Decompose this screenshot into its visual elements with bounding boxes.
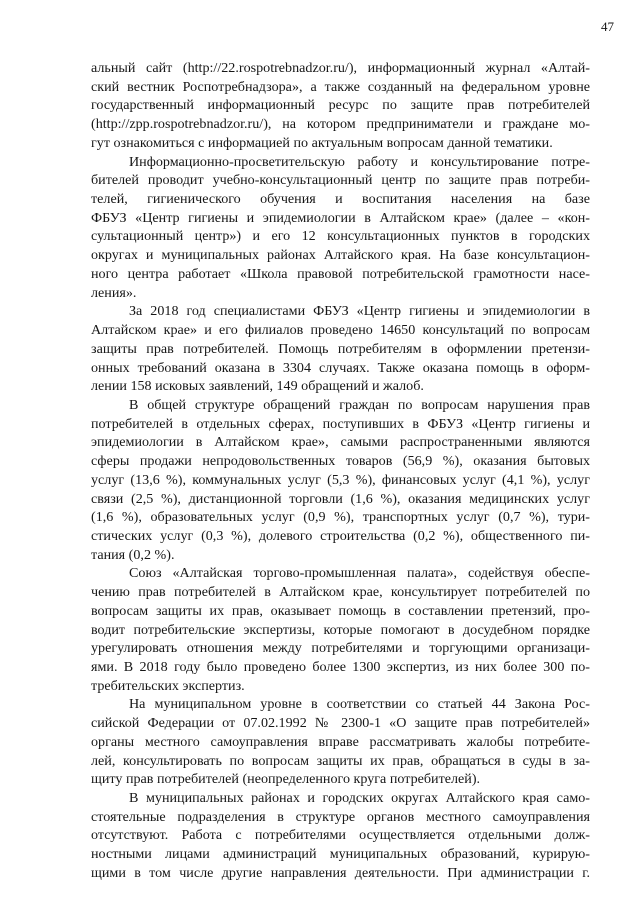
- text-line: ФБУЗ «Центр гигиены и эпидемиологии в Алтайском крае» (далее – «кон-: [91, 209, 590, 226]
- paragraph: [91, 302, 590, 396]
- text-line: требительских экспертиз.: [91, 677, 245, 694]
- text-line: В общей структуре обращений граждан по вопросам нарушения прав: [129, 396, 590, 413]
- text-line: ления».: [91, 284, 137, 301]
- text-line: стоятельные подразделения в структуре органов местного самоуправления: [91, 808, 590, 825]
- text-line: сферы продажи непродовольственных товаров (56,9 %), оказания бытовых: [91, 453, 590, 470]
- text-line: бителей проводит учебно-консультационный центр по защите прав потреби-: [91, 172, 590, 189]
- text-line: онных требований оказана в 3304 случаях. Также оказана помощь в оформ-: [91, 359, 590, 376]
- text-line: Алтайском крае» и его филиалов проведено 14650 консультаций по вопросам: [91, 322, 590, 339]
- text-line: За 2018 год специалистами ФБУЗ «Центр гигиены и эпидемиологии в: [129, 303, 590, 320]
- text-line: органы местного самоуправления вправе рассматривать жалобы потребите-: [91, 733, 590, 750]
- text-line: сийской Федерации от 07.02.1992 № 2300-1 «О защите прав потребителей»: [91, 715, 590, 732]
- paragraph: [91, 789, 590, 883]
- paragraph: [91, 153, 590, 303]
- text-line: На муниципальном уровне в соответствии со статьей 44 Закона Рос-: [129, 696, 590, 713]
- text-line: ский вестник Роспотребнадзора», а также созданный на федеральном уровне: [91, 78, 590, 95]
- text-line: В муниципальных районах и городских округах Алтайского края само-: [129, 790, 590, 807]
- text-line: (1,6 %), образовательных услуг (0,9 %), транспортных услуг (0,7 %), тури-: [91, 509, 590, 526]
- text-line: защиты прав потребителей. Помощь потребителям в оформлении претензи-: [91, 340, 590, 357]
- paragraph: [91, 59, 590, 153]
- text-line: ностными лицами администраций муниципальных образований, курирую-: [91, 846, 590, 863]
- text-line: щими в том числе другие направления деятельности. При администрации г.: [91, 864, 590, 881]
- text-line: эпидемиологии в Алтайском крае», самыми распространенными являются: [91, 434, 590, 451]
- text-line: ного центра работает «Школа правовой потребительской грамотности насе-: [91, 265, 590, 282]
- text-line: (http://zpp.rospotrebnadzor.ru/), на котором предприниматели и граждане мо-: [91, 116, 590, 133]
- body-text: [91, 59, 590, 883]
- page-number: 47: [601, 19, 614, 34]
- paragraph: [91, 396, 590, 564]
- text-line: альный сайт (http://22.rospotrebnadzor.ru/), информационный журнал «Алтай-: [91, 60, 590, 76]
- text-line: Информационно-просветительскую работу и консультирование потре-: [129, 153, 590, 170]
- text-line: сультационный центр») и его 12 консультационных пунктов в городских: [91, 228, 590, 245]
- text-line: водит потребительские экспертизы, которые помогают в досудебном порядке: [91, 621, 590, 638]
- text-line: потребителей в отдельных сферах, поступивших в ФБУЗ «Центр гигиены и: [91, 415, 590, 432]
- text-line: вопросам защиты их прав, оказывает помощь в составлении претензий, про-: [91, 602, 590, 619]
- text-line: стических услуг (0,3 %), долевого строительства (0,2 %), общественного пи-: [91, 527, 590, 544]
- text-line: тания (0,2 %).: [91, 546, 175, 563]
- paragraph: [91, 695, 590, 789]
- text-line: щиту прав потребителей (неопределенного круга потребителей).: [91, 771, 481, 788]
- text-line: государственный информационный ресурс по защите прав потребителей: [91, 97, 590, 114]
- text-line: ями. В 2018 году было проведено более 1300 экспертиз, из них более 300 по-: [91, 659, 590, 675]
- text-line: урегулировать отношения между потребителями и торгующими организаци-: [91, 640, 590, 657]
- text-line: услуг (13,6 %), коммунальных услуг (5,3 %), финансовых услуг (4,1 %), услуг: [91, 471, 590, 488]
- text-line: округах и муниципальных районах Алтайского края. На базе консультацион-: [91, 247, 590, 264]
- text-line: лении 158 исковых заявлений, 149 обращений и жалоб.: [91, 378, 424, 395]
- text-line: гут ознакомиться с информацией по актуальным вопросам данной тематики.: [91, 134, 553, 151]
- text-line: Союз «Алтайская торгово-промышленная палата», содействуя обеспе-: [129, 565, 590, 582]
- paragraph: [91, 564, 590, 695]
- text-line: отсутствуют. Работа с потребителями осуществляется отдельными долж-: [91, 827, 590, 844]
- text-line: лей, консультировать по вопросам защиты их прав, обращаться в суды в за-: [91, 752, 590, 769]
- text-line: телей, гигиенического обучения и воспитания населения на базе: [91, 191, 590, 208]
- text-line: чению прав потребителей в Алтайском крае, консультирует потребителей по: [91, 584, 590, 601]
- text-line: связи (2,5 %), дистанционной торговли (1,6 %), оказания медицинских услуг: [91, 490, 590, 507]
